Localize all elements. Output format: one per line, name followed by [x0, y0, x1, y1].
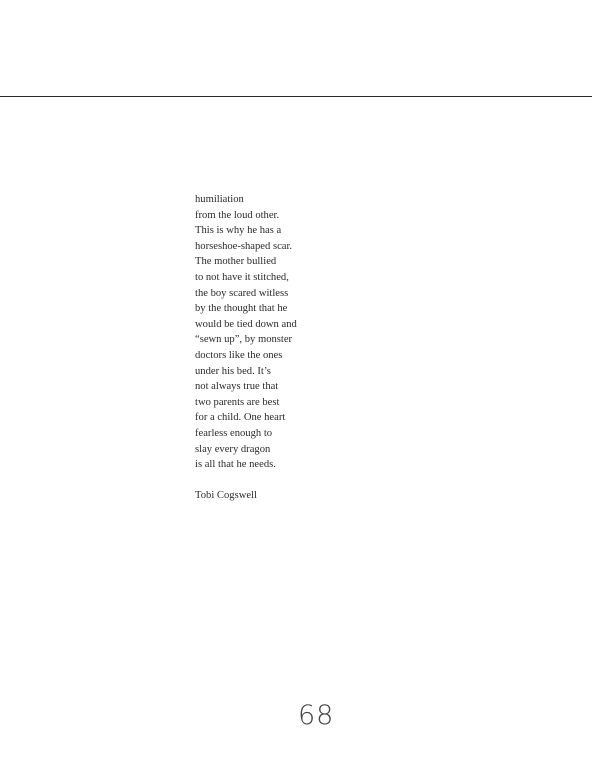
- poem-line: would be tied down and: [195, 318, 297, 330]
- poem-line: The mother bullied: [195, 256, 277, 268]
- poem-line: horseshoe-shaped scar.: [195, 240, 293, 252]
- poem-line: humiliation: [195, 194, 244, 205]
- poem-line: the boy scared witless: [195, 287, 289, 299]
- poem-line: to not have it stitched,: [195, 271, 289, 283]
- poem-line: for a child. One heart: [195, 412, 286, 424]
- poem-line: by the thought that he: [195, 303, 288, 315]
- poem-line: doctors like the ones: [195, 349, 283, 361]
- poem-line: is all that he needs.: [195, 459, 276, 471]
- poem-line: This is why he has a: [195, 225, 282, 237]
- page-number: 68: [298, 700, 335, 731]
- poem-line: under his bed. It’s: [195, 365, 271, 377]
- poem-line: fearless enough to: [195, 427, 273, 439]
- header-rule: [0, 96, 592, 97]
- poem-line: two parents are best: [195, 396, 280, 408]
- poem-line: from the loud other.: [195, 209, 280, 221]
- poem-block: [195, 192, 455, 503]
- poem-line: slay every dragon: [195, 443, 271, 455]
- poem-author: Tobi Cogswell: [195, 489, 257, 501]
- poem-line: not always true that: [195, 381, 279, 393]
- poem-line: “sewn up”, by monster: [195, 334, 293, 346]
